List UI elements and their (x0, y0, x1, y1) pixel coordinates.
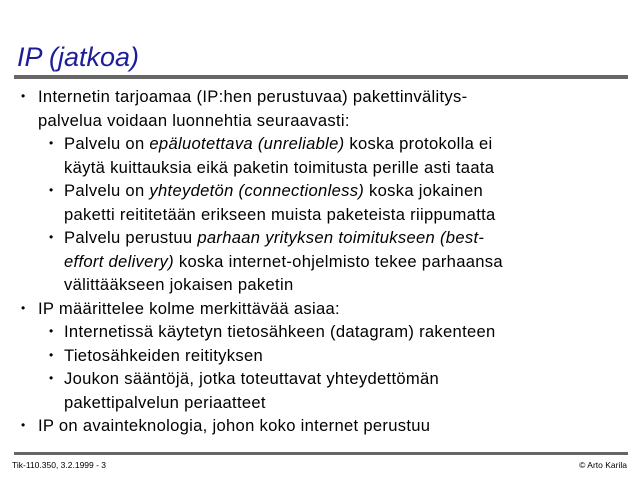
bullet-text: palvelua voidaan luonnehtia seuraavasti: (38, 110, 350, 130)
bullet-icon: • (49, 136, 54, 150)
bullet-text: Palvelu perustuu parhaan yrityksen toimitukseen (best- (64, 228, 485, 247)
bullet-text: IP on avainteknologia, johon koko internet perustuu (38, 416, 431, 435)
bullet-text: Joukon sääntöjä, jotka toteuttavat yhteydettömän (64, 369, 440, 388)
bullet-text: välittääkseen jokaisen paketin (64, 275, 294, 294)
bullet-text: paketti reititetään erikseen muista paketeista riippumatta (64, 204, 496, 224)
bullet-icon: • (21, 300, 26, 315)
sub-bullet-item (0, 344, 640, 368)
bullet-icon: • (49, 324, 54, 338)
sub-bullet-item (0, 132, 640, 179)
sub-bullet-item (0, 179, 640, 226)
slide-title: IP (jatkoa) (17, 42, 140, 72)
footer-divider (14, 452, 628, 455)
bullet-text: effort delivery) koska internet-ohjelmisto tekee parhaansa (64, 251, 503, 271)
bullet-text: käytä kuittauksia eikä paketin toimitusta perille asti taata (64, 157, 495, 177)
bullet-item (0, 297, 640, 321)
sub-bullet-item (0, 226, 640, 297)
bullet-text: Internetissä käytetyn tietosähkeen (datagram) rakenteen (64, 322, 496, 341)
bullet-icon: • (49, 371, 54, 385)
sub-bullet-item (0, 320, 640, 344)
bullet-icon: • (49, 347, 54, 362)
emphasis-text: effort delivery) (64, 251, 174, 271)
bullet-text: pakettipalvelun periaatteet (64, 392, 266, 412)
bullet-icon: • (21, 89, 26, 103)
bullet-text: IP määrittelee kolme merkittävää asiaa: (38, 298, 340, 318)
bullet-icon: • (49, 183, 54, 197)
bullet-text: Palvelu on epäluotettava (unreliable) koska protokolla ei (64, 134, 493, 153)
bullet-icon: • (21, 418, 26, 432)
bullet-text: Palvelu on yhteydetön (connectionless) koska jokainen (64, 181, 484, 200)
bullet-item (0, 85, 640, 132)
emphasis-text: yhteydetön (connectionless) (149, 181, 365, 200)
bullet-text: Tietosähkeiden reitityksen (64, 345, 264, 365)
bullet-item (0, 414, 640, 438)
bullet-text: Internetin tarjoamaa (IP:hen perustuvaa) pakettinvälitys- (38, 87, 468, 106)
sub-bullet-item (0, 367, 640, 414)
bullet-icon: • (49, 230, 54, 244)
footer-copyright: © Arto Karila (579, 460, 627, 470)
footer-course-info: Tik-110.350, 3.2.1999 - 3 (12, 460, 107, 470)
emphasis-text: parhaan yrityksen toimitukseen (best- (197, 228, 485, 247)
emphasis-text: epäluotettava (unreliable) (149, 134, 345, 153)
slide-body (0, 85, 640, 438)
title-divider (14, 75, 628, 79)
